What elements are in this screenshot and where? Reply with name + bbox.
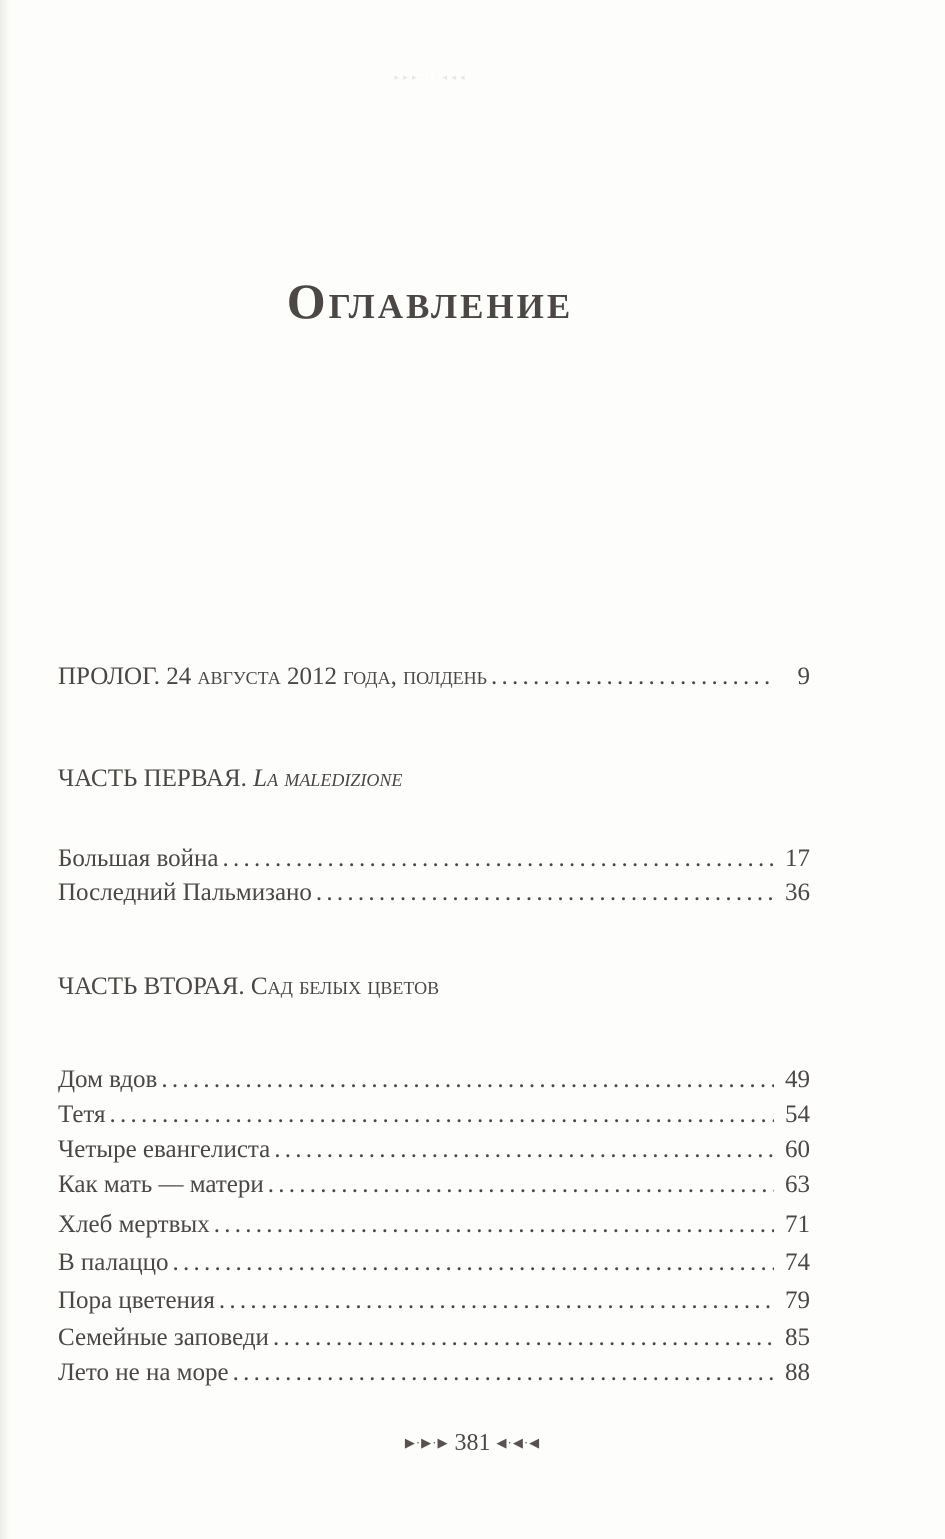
toc-page-number: 49 [785, 1066, 810, 1093]
toc-entry[interactable] [58, 1321, 810, 1355]
dot-leader [233, 1356, 774, 1390]
toc-page-number: 60 [785, 1136, 810, 1163]
dot-leader [273, 1321, 774, 1355]
toc-entry-label: Хлеб мертвых [58, 1211, 210, 1238]
dot-leader [274, 1133, 774, 1167]
toc-entry-label: В палаццо [58, 1249, 169, 1276]
toc-entry[interactable] [58, 842, 810, 876]
ornament-left-icon: ▶·▶·▶ [404, 1435, 449, 1450]
toc-entry[interactable] [58, 1208, 810, 1242]
toc-page-number: 36 [785, 879, 810, 906]
toc-entry[interactable] [58, 1284, 810, 1318]
page-title: Оглавление [286, 273, 574, 329]
toc-entry-label: ПРОЛОГ. 24 августа 2012 года, полдень [58, 663, 487, 690]
dot-leader [316, 876, 774, 910]
toc-entry-label: Тетя [58, 1101, 106, 1128]
toc-page-number: 63 [785, 1171, 810, 1198]
toc-entry-label: Пора цветения [58, 1287, 215, 1314]
dot-leader [491, 660, 774, 694]
toc-page-number: 85 [785, 1324, 810, 1351]
toc-page-number: 88 [785, 1359, 810, 1386]
page-folio [0, 1430, 945, 1457]
dot-leader [268, 1168, 774, 1202]
dot-leader [214, 1208, 774, 1242]
toc-entry-label: Семейные заповеди [58, 1324, 269, 1351]
ornament-right-icon: ◀·◀·◀ [496, 1435, 541, 1450]
toc-page-number: 54 [785, 1101, 810, 1128]
toc-entry-label: Лето не на море [58, 1359, 229, 1386]
toc-entry[interactable] [58, 1133, 810, 1167]
toc-entry-label: Четыре евангелиста [58, 1136, 271, 1163]
toc-entry-prologue[interactable] [58, 660, 810, 694]
toc-entry[interactable] [58, 1246, 810, 1280]
toc-entry-label: Большая война [58, 845, 219, 872]
toc-entry[interactable] [58, 1063, 810, 1097]
toc-page-number: 71 [785, 1211, 810, 1238]
toc-entry-label: Как мать — матери [58, 1171, 264, 1198]
toc-page-number: 74 [785, 1249, 810, 1276]
toc-entry[interactable] [58, 1098, 810, 1132]
dot-leader [172, 1246, 774, 1280]
toc-page-number: 9 [797, 663, 810, 690]
toc-entry[interactable] [58, 1356, 810, 1390]
toc-page-number: 79 [785, 1287, 810, 1314]
part-heading-2[interactable]: ЧАСТЬ ВТОРАЯ. Сад белых цветов [58, 973, 440, 1000]
dot-leader [161, 1063, 774, 1097]
toc-page-number: 17 [785, 845, 810, 872]
part-heading-1[interactable]: ЧАСТЬ ПЕРВАЯ. La maledizione [58, 765, 403, 792]
toc-entry[interactable] [58, 876, 810, 910]
dot-leader [223, 842, 775, 876]
toc-entry-label: Дом вдов [58, 1066, 158, 1093]
dot-leader [219, 1284, 774, 1318]
running-header-ornament: ▸ ▸ ▸ · · · ◂ ◂ ◂ [394, 72, 466, 82]
page-number: 381 [454, 1430, 491, 1456]
toc-entry[interactable] [58, 1168, 810, 1202]
toc-entry-label: Последний Пальмизано [58, 879, 312, 906]
dot-leader [110, 1098, 774, 1132]
page-edge-shadow [0, 0, 10, 1539]
